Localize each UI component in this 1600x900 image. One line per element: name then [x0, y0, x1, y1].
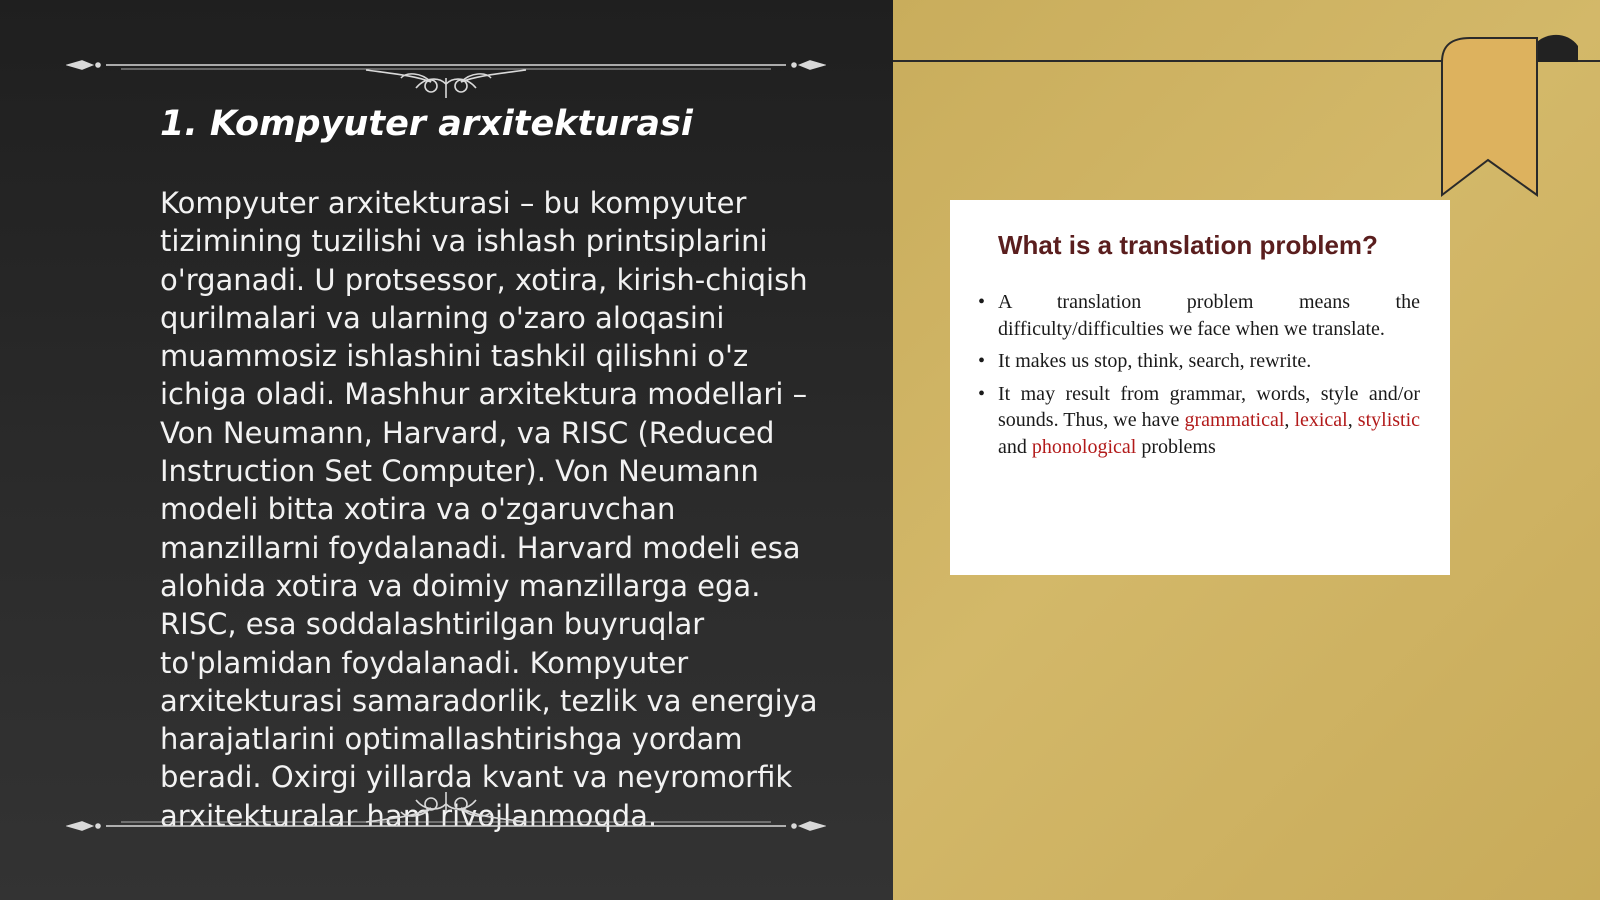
bullet-3-comma-2: ,: [1347, 409, 1358, 431]
bullet-3-end: problems: [1136, 435, 1216, 458]
card-bullet-2: • It makes us stop, think, search, rewrite.: [998, 348, 1420, 375]
highlight-lexical: lexical: [1294, 409, 1348, 431]
highlight-grammatical: grammatical: [1184, 409, 1285, 431]
slide-body-text: Kompyuter arxitekturasi – bu kompyuter tizimining tuzilishi va ishlash printsiplarini o'rganadi. U protsessor, xotira, kirish-chiqish qurilmalari va ularning o'zaro aloqasini muammosiz ishlashini tashkil qilishni o'z ichiga oladi. Mashhur arxitektura modellari – Von Neumann, Harvard, va RISC (Reduced Instruction Set Computer). Von Neumann modeli bitta xotira va o'zgaruvchan manzillarni foydalanadi. Harvard modeli esa alohida xotira va doimiy manzillarga ega. RISC, esa soddalashtirilgan buyruqlar to'plamidan foydalanadi. Kompyuter arxitekturasi samaradorlik, tezlik va energiya harajatlarini optimallashtirishga yordam beradi. Oxirgi yillarda kvant va neyromorfik arxitekturalar ham rivojlanmoqda.: [160, 186, 818, 833]
bookmark-ribbon-icon: [1430, 30, 1590, 205]
bottom-flourish-ornament-icon: [66, 778, 826, 838]
card-bullet-1: • A translation problem means the difficulty/difficulties we face when we translate.: [998, 289, 1420, 342]
top-flourish-ornament-icon: [66, 38, 826, 98]
highlight-stylistic: stylistic: [1357, 409, 1421, 431]
card-bullet-3: [998, 381, 1420, 461]
card-title: What is a translation problem?: [998, 230, 1378, 260]
bullet-3-and: and: [998, 435, 1032, 458]
bullet-3-intro: It may result from grammar, words, style and/or sounds. Thus, we have: [998, 382, 1420, 431]
bullet-3-comma-1: ,: [1284, 409, 1295, 431]
embedded-slide-image: [950, 200, 1450, 575]
highlight-phonological: phonological: [1031, 435, 1137, 458]
slide-title: 1. Kompyuter arxitekturasi: [160, 104, 693, 144]
card-bullet-list: [998, 289, 1420, 460]
